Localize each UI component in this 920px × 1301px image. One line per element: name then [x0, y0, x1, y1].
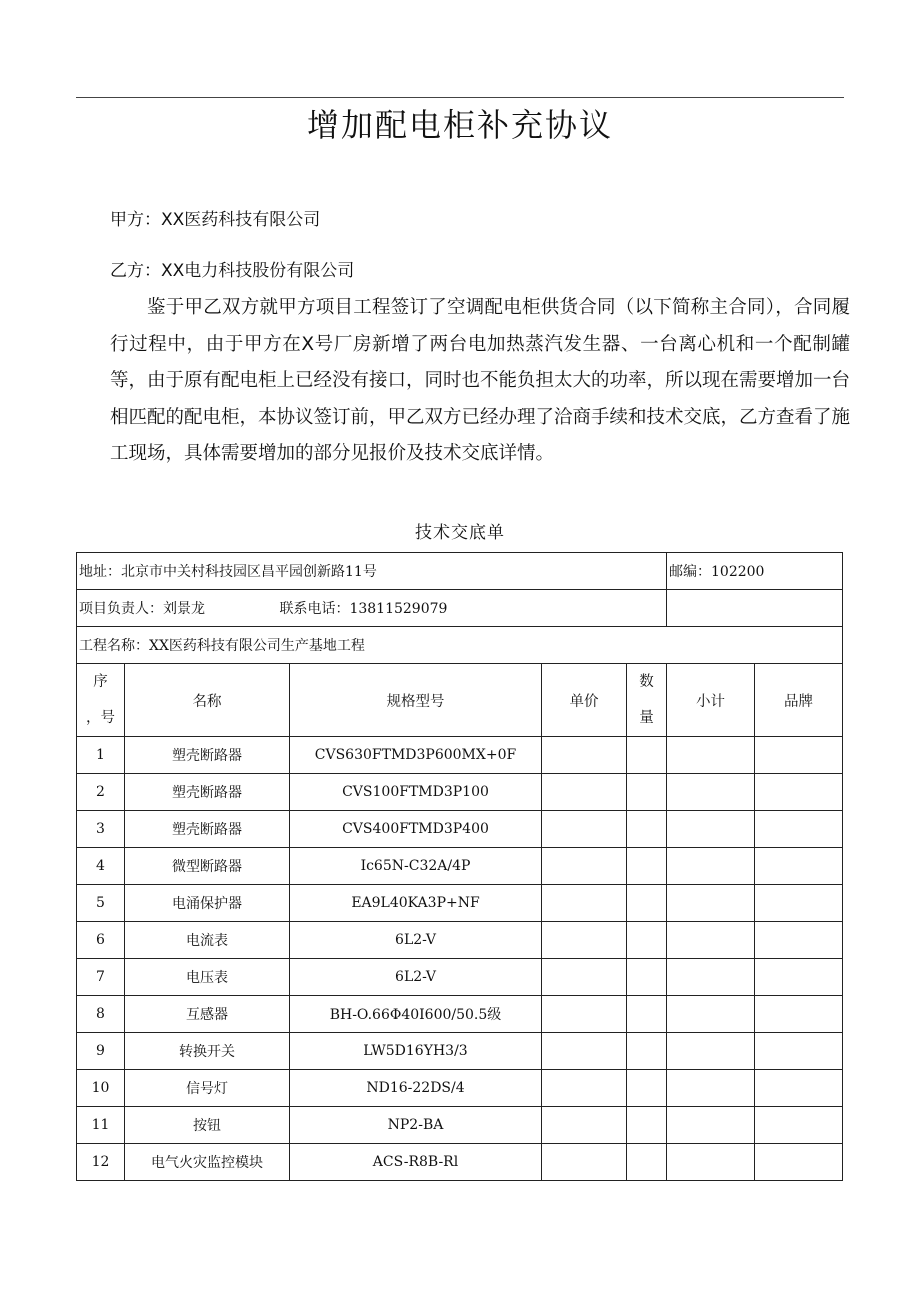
row-model: NP2-BA: [290, 1107, 542, 1144]
table-row: [77, 774, 843, 811]
tech-sheet-table: [76, 552, 843, 1181]
table-row: [77, 996, 843, 1033]
col-seq-top: 序: [93, 674, 108, 690]
row-brand: [755, 737, 843, 774]
row-model: LW5D16YH3/3: [290, 1033, 542, 1070]
table-row: [77, 922, 843, 959]
row-model: Ic65N-C32A/4P: [290, 848, 542, 885]
row-brand: [755, 1144, 843, 1181]
row-brand: [755, 1070, 843, 1107]
row-model: ND16-22DS/4: [290, 1070, 542, 1107]
row-brand: [755, 1107, 843, 1144]
row-subtotal: [667, 996, 755, 1033]
row-name: 电压表: [125, 959, 290, 996]
row-subtotal: [667, 774, 755, 811]
col-seq: [77, 664, 125, 737]
row-no: 7: [77, 959, 125, 996]
row-qty: [627, 1144, 667, 1181]
party-b: 乙方：XX电力科技股份有限公司: [110, 261, 355, 281]
row-subtotal: [667, 848, 755, 885]
table-row: [77, 1033, 843, 1070]
row-name: 塑壳断路器: [125, 774, 290, 811]
table-header: [77, 664, 843, 737]
table-row: [77, 885, 843, 922]
address-row: [77, 553, 843, 590]
row-model: ACS-R8B-Rl: [290, 1144, 542, 1181]
table-row: [77, 959, 843, 996]
header-rule: [76, 97, 844, 98]
row-qty: [627, 737, 667, 774]
empty-cell: [667, 590, 843, 627]
row-model: CVS630FTMD3P600MX+0F: [290, 737, 542, 774]
row-unit-price: [542, 922, 627, 959]
row-model: CVS100FTMD3P100: [290, 774, 542, 811]
row-brand: [755, 774, 843, 811]
col-brand: 品牌: [755, 664, 843, 737]
row-qty: [627, 811, 667, 848]
row-unit-price: [542, 1144, 627, 1181]
row-name: 电气火灾监控模块: [125, 1144, 290, 1181]
row-qty: [627, 922, 667, 959]
row-brand: [755, 848, 843, 885]
row-unit-price: [542, 959, 627, 996]
table-row: [77, 1107, 843, 1144]
row-unit-price: [542, 1070, 627, 1107]
col-qty-bottom: 量: [639, 710, 654, 726]
address: 地址：北京市中关村科技园区昌平园创新路11号: [77, 553, 667, 590]
row-unit-price: [542, 885, 627, 922]
row-model: BH-O.66Φ40I600/50.5级: [290, 996, 542, 1033]
col-seq-bottom: ，号: [86, 710, 115, 726]
row-brand: [755, 885, 843, 922]
row-unit-price: [542, 848, 627, 885]
row-unit-price: [542, 811, 627, 848]
row-no: 1: [77, 737, 125, 774]
row-brand: [755, 811, 843, 848]
row-no: 12: [77, 1144, 125, 1181]
col-qty-top: 数: [639, 674, 654, 690]
row-name: 信号灯: [125, 1070, 290, 1107]
col-name: 名称: [125, 664, 290, 737]
project-lead: 项目负责人：刘景龙: [79, 601, 205, 617]
row-no: 8: [77, 996, 125, 1033]
col-unit-price: 单价: [542, 664, 627, 737]
row-unit-price: [542, 774, 627, 811]
row-qty: [627, 1033, 667, 1070]
row-qty: [627, 1107, 667, 1144]
row-name: 转换开关: [125, 1033, 290, 1070]
table-row: [77, 848, 843, 885]
contact-phone: 联系电话：13811529079: [279, 601, 448, 617]
row-model: 6L2-V: [290, 959, 542, 996]
row-no: 4: [77, 848, 125, 885]
row-no: 9: [77, 1033, 125, 1070]
row-name: 互感器: [125, 996, 290, 1033]
row-name: 电涌保护器: [125, 885, 290, 922]
table-row: [77, 1070, 843, 1107]
row-no: 3: [77, 811, 125, 848]
row-name: 塑壳断路器: [125, 811, 290, 848]
row-model: CVS400FTMD3P400: [290, 811, 542, 848]
row-unit-price: [542, 1033, 627, 1070]
project-name: 工程名称：XX医药科技有限公司生产基地工程: [77, 627, 843, 664]
row-model: 6L2-V: [290, 922, 542, 959]
row-brand: [755, 959, 843, 996]
col-model: 规格型号: [290, 664, 542, 737]
row-qty: [627, 885, 667, 922]
row-no: 10: [77, 1070, 125, 1107]
row-qty: [627, 959, 667, 996]
document-title: 增加配电柜补充协议: [306, 106, 613, 144]
row-subtotal: [667, 1144, 755, 1181]
row-no: 5: [77, 885, 125, 922]
row-name: 微型断路器: [125, 848, 290, 885]
postcode: 邮编：102200: [667, 553, 843, 590]
row-no: 2: [77, 774, 125, 811]
body-paragraph: 鉴于甲乙双方就甲方项目工程签订了空调配电柜供货合同（以下简称主合同），合同履行过程中，由于甲方在X号厂房新增了两台电加热蒸汽发生器、一台离心机和一个配制罐等，由于原有配电柜上已经没有接口，同时也不能负担太大的功率，所以现在需要增加一台相匹配的配电柜，本协议签订前，甲乙双方已经办理了洽商手续和技术交底，乙方查看了施工现场，具体需要增加的部分见报价及技术交底详情。: [110, 297, 851, 464]
row-subtotal: [667, 1070, 755, 1107]
row-qty: [627, 774, 667, 811]
row-subtotal: [667, 959, 755, 996]
project-row: [77, 627, 843, 664]
row-name: 塑壳断路器: [125, 737, 290, 774]
table-row: [77, 737, 843, 774]
lead-row: [77, 590, 843, 627]
row-qty: [627, 996, 667, 1033]
row-no: 11: [77, 1107, 125, 1144]
row-unit-price: [542, 1107, 627, 1144]
table-row: [77, 1144, 843, 1181]
tech-sheet-title: 技术交底单: [415, 523, 505, 543]
row-subtotal: [667, 885, 755, 922]
row-qty: [627, 848, 667, 885]
row-qty: [627, 1070, 667, 1107]
row-model: EA9L40KA3P+NF: [290, 885, 542, 922]
row-subtotal: [667, 1033, 755, 1070]
row-subtotal: [667, 1107, 755, 1144]
row-subtotal: [667, 737, 755, 774]
row-name: 电流表: [125, 922, 290, 959]
row-no: 6: [77, 922, 125, 959]
col-qty: [627, 664, 667, 737]
row-brand: [755, 922, 843, 959]
table-row: [77, 811, 843, 848]
row-brand: [755, 996, 843, 1033]
col-subtotal: 小计: [667, 664, 755, 737]
row-subtotal: [667, 811, 755, 848]
row-unit-price: [542, 737, 627, 774]
row-subtotal: [667, 922, 755, 959]
party-a: 甲方：XX医药科技有限公司: [110, 210, 321, 230]
row-unit-price: [542, 996, 627, 1033]
row-name: 按钮: [125, 1107, 290, 1144]
row-brand: [755, 1033, 843, 1070]
